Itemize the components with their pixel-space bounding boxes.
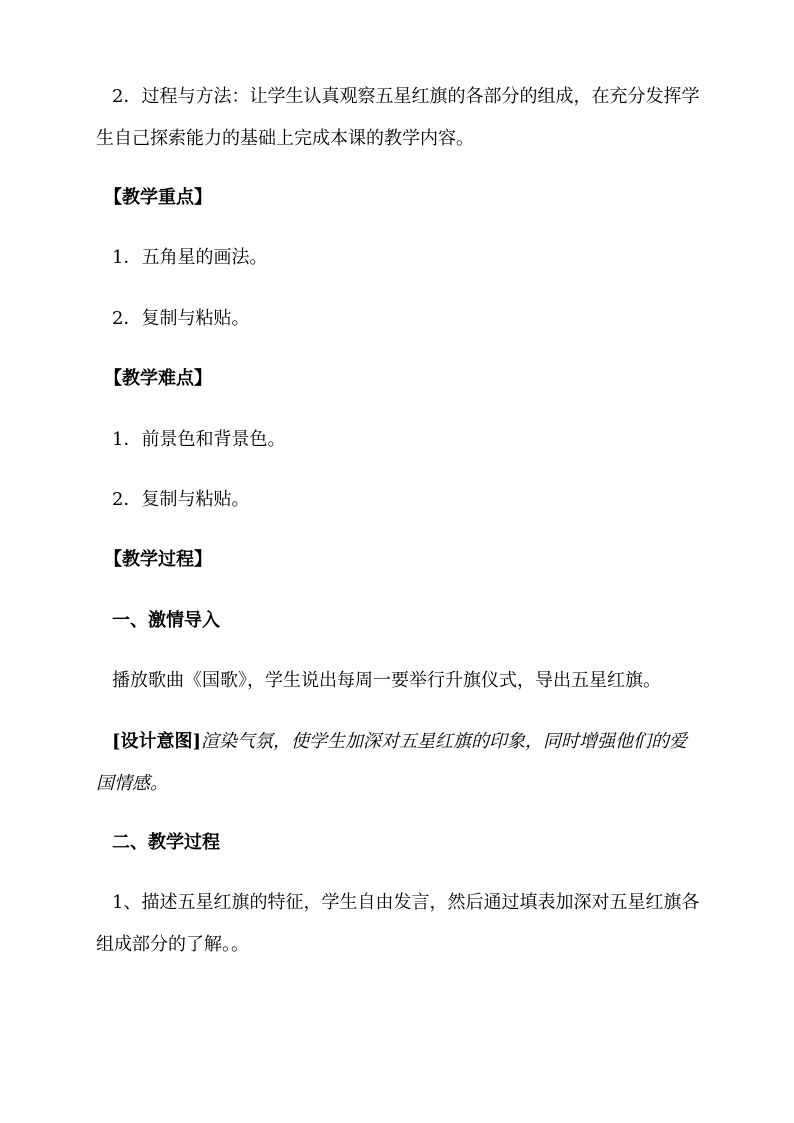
section-2-line2: 组成部分的了解。。 <box>96 934 249 955</box>
paragraph-process-method-line2: 生自己探索能力的基础上完成本课的教学内容。 <box>96 128 474 149</box>
section-2-title: 二、教学过程 <box>112 832 220 853</box>
heading-difficulties: 【教学难点】 <box>104 368 212 389</box>
heading-teaching-process: 【教学过程】 <box>104 549 212 570</box>
key-point-1: 1．五角星的画法。 <box>112 247 268 268</box>
design-intent-label: [设计意图] <box>112 731 202 752</box>
section-1-text: 播放歌曲《国歌》，学生说出每周一要举行升旗仪式，导出五星红旗。 <box>112 670 661 691</box>
design-intent-line1 <box>112 733 722 751</box>
section-1-title: 一、激情导入 <box>112 610 220 631</box>
section-2-line1: 1、描述五星红旗的特征，学生自由发言，然后通过填表加深对五星红旗各 <box>112 892 700 913</box>
key-point-2: 2．复制与粘贴。 <box>112 308 250 329</box>
heading-key-points: 【教学重点】 <box>104 187 212 208</box>
design-intent-text: 渲染气氛，使学生加深对五星红旗的印象，同时增强他们的爱 <box>201 731 688 752</box>
difficulty-2: 2．复制与粘贴。 <box>112 489 250 510</box>
paragraph-process-method-line1: 2．过程与方法：让学生认真观察五星红旗的各部分的组成，在充分发挥学 <box>112 86 700 107</box>
difficulty-1: 1．前景色和背景色。 <box>112 429 286 450</box>
design-intent-line2: 国情感。 <box>96 773 168 794</box>
